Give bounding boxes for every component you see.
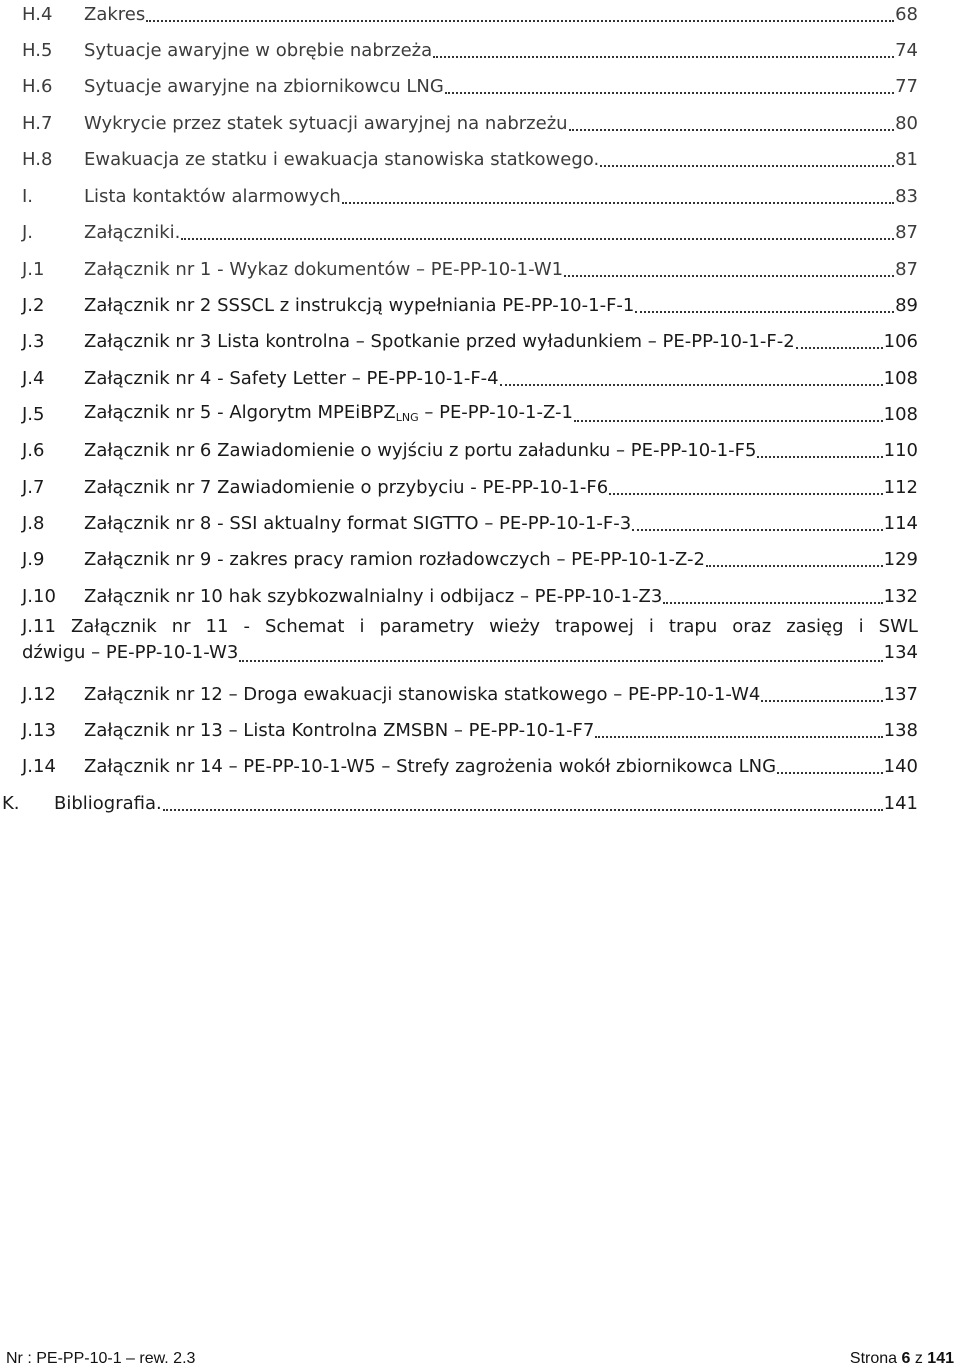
- toc-entry-title-word: Schemat: [265, 616, 345, 637]
- toc-entry-page: 77: [895, 76, 918, 97]
- toc-entry-title: Załącznik nr 1 - Wykaz dokumentów – PE-PP-10-1-W1: [84, 259, 564, 280]
- page-total: 141: [927, 1350, 954, 1367]
- toc-entry-number: J.3: [22, 331, 45, 352]
- toc-entry[interactable]: [22, 62, 918, 98]
- toc-entry-number: K.: [2, 793, 20, 814]
- toc-entry-title-word: Załącznik: [70, 616, 157, 637]
- dot-leader: [761, 698, 882, 702]
- toc-entry-number: J.5: [22, 404, 45, 425]
- toc-entry-title-word: i: [858, 616, 864, 637]
- toc-entry-page: 137: [883, 684, 918, 705]
- toc-entry-title-word: trapowej: [555, 616, 634, 637]
- toc-entry-title: Załącznik nr 2 SSSCL z instrukcją wypełniania PE-PP-10-1-F-1: [84, 295, 635, 316]
- toc-entry-title-word: 11: [205, 616, 229, 637]
- toc-entry-page: 80: [895, 113, 918, 134]
- toc-entry-page: 108: [883, 404, 918, 425]
- toc-entry-number: J.6: [22, 440, 45, 461]
- dot-leader: [564, 273, 894, 277]
- dot-leader: [796, 345, 883, 349]
- dot-leader: [146, 18, 894, 22]
- toc-entry-number: J.11: [22, 616, 56, 637]
- toc-entry-title: Załącznik nr 7 Zawiadomienie o przybyciu - PE-PP-10-1-F6: [84, 477, 609, 498]
- toc-entry[interactable]: [22, 26, 918, 62]
- dot-leader: [595, 734, 882, 738]
- toc-entry-number: J.13: [22, 720, 56, 741]
- toc-entry-title: Załącznik nr 5 - Algorytm MPEiBPZ$_{LNG}$ – PE-PP-10-1-Z-1: [84, 402, 573, 424]
- toc-entry-page: 138: [883, 720, 918, 741]
- dot-leader: [569, 127, 895, 131]
- page-current: 6: [901, 1350, 911, 1367]
- toc-entry[interactable]: [22, 670, 918, 706]
- toc-entry-title-word: trapu: [668, 616, 718, 637]
- toc-entry-page: 140: [883, 756, 918, 777]
- toc-entry-title: Załącznik nr 8 - SSI aktualny format SIGTTO – PE-PP-10-1-F-3: [84, 513, 632, 534]
- toc-entry-title: Ewakuacja ze statku i ewakuacja stanowiska statkowego.: [84, 149, 600, 170]
- toc-entry-page: 87: [895, 259, 918, 280]
- toc-entry-page: 114: [883, 513, 918, 534]
- toc-entry-title: Załączniki.: [84, 222, 181, 243]
- toc-entry[interactable]: [22, 706, 918, 742]
- toc-entry-number: H.7: [22, 113, 53, 134]
- dot-leader: [600, 163, 894, 167]
- toc-entry[interactable]: [22, 245, 918, 281]
- toc-entry-number: I.: [22, 186, 34, 207]
- toc-entry[interactable]: [22, 614, 918, 666]
- toc-entry-page: 74: [895, 40, 918, 61]
- toc-entry-title-word: -: [243, 616, 250, 637]
- toc-entry-title: dźwigu – PE-PP-10-1-W3: [22, 642, 239, 663]
- page-footer: [0, 1350, 960, 1370]
- toc-entry-number: J.7: [22, 477, 45, 498]
- toc-entry-title-word: oraz: [732, 616, 772, 637]
- toc-entry-page: 112: [883, 477, 918, 498]
- toc-entry-title-word: zasięg: [786, 616, 844, 637]
- toc-entry[interactable]: [22, 499, 918, 535]
- toc-entry-title: Załącznik nr 3 Lista kontrolna – Spotkanie przed wyładunkiem – PE-PP-10-1-F-2: [84, 331, 795, 352]
- dot-leader: [777, 770, 883, 774]
- toc-entry[interactable]: [22, 463, 918, 499]
- toc-entry-number: J.12: [22, 684, 56, 705]
- toc-entry-number: J.2: [22, 295, 45, 316]
- toc-entry-title: Wykrycie przez statek sytuacji awaryjnej na nabrzeżu: [84, 113, 568, 134]
- toc-entry-number: H.4: [22, 4, 53, 25]
- toc-entry-number: J.1: [22, 259, 45, 280]
- toc-entry-title-word: i: [359, 616, 365, 637]
- toc-entry-number: J.: [22, 222, 34, 243]
- toc-entry[interactable]: [22, 172, 918, 208]
- dot-leader: [635, 309, 894, 313]
- toc-entry-number: H.5: [22, 40, 53, 61]
- toc-entry[interactable]: [22, 390, 918, 426]
- dot-leader: [163, 807, 883, 811]
- toc-entry[interactable]: [22, 99, 918, 135]
- dot-leader: [609, 491, 882, 495]
- document-reference: Nr : PE-PP-10-1 – rew. 2.3: [6, 1350, 196, 1367]
- dot-leader: [433, 54, 894, 58]
- toc-entry-number: H.6: [22, 76, 53, 97]
- toc-entry[interactable]: [22, 426, 918, 462]
- toc-entry-title: Zakres: [84, 4, 146, 25]
- toc-entry-page: 89: [895, 295, 918, 316]
- toc-entry[interactable]: [22, 0, 918, 26]
- toc-entry-title: Sytuacje awaryjne w obrębie nabrzeża: [84, 40, 433, 61]
- toc-entry-number: J.14: [22, 756, 56, 777]
- toc-entry[interactable]: [22, 742, 918, 778]
- toc-entry-title: Lista kontaktów alarmowych: [84, 186, 341, 207]
- toc-entry[interactable]: [22, 281, 918, 317]
- toc-entry-page: 132: [883, 586, 918, 607]
- toc-entry-page: 81: [895, 149, 918, 170]
- toc-entry-page: 134: [883, 642, 918, 663]
- toc-entry-page: 83: [895, 186, 918, 207]
- toc-entry-page: 129: [883, 549, 918, 570]
- toc-entry[interactable]: [2, 779, 918, 815]
- toc-entry-page: 87: [895, 222, 918, 243]
- toc-entry-page: 68: [895, 4, 918, 25]
- dot-leader: [181, 236, 894, 240]
- toc-entry-page: 141: [883, 793, 918, 814]
- page-counter: [850, 1350, 954, 1368]
- toc-entry-title: Załącznik nr 4 - Safety Letter – PE-PP-10-1-F-4: [84, 368, 499, 389]
- dot-leader: [632, 527, 882, 531]
- toc-entry-title-word: parametry: [379, 616, 475, 637]
- toc-entry[interactable]: [22, 135, 918, 171]
- toc-entry-title: Bibliografia.: [54, 793, 162, 814]
- dot-leader: [239, 658, 882, 662]
- toc-entry-title: Załącznik nr 12 – Droga ewakuacji stanowiska statkowego – PE-PP-10-1-W4: [84, 684, 761, 705]
- toc-entry-title: Sytuacje awaryjne na zbiornikowcu LNG: [84, 76, 444, 97]
- dot-leader: [757, 454, 882, 458]
- page-separator: z: [914, 1350, 923, 1367]
- toc-entry-title: Załącznik nr 9 - zakres pracy ramion rozładowczych – PE-PP-10-1-Z-2: [84, 549, 705, 570]
- toc-entry[interactable]: [22, 317, 918, 353]
- toc-entry-title: Załącznik nr 10 hak szybkozwalnialny i odbijacz – PE-PP-10-1-Z3: [84, 586, 663, 607]
- toc-entry-title: Załącznik nr 6 Zawiadomienie o wyjściu z portu załadunku – PE-PP-10-1-F5: [84, 440, 757, 461]
- dot-leader: [342, 200, 894, 204]
- toc-entry-number: J.4: [22, 368, 45, 389]
- toc-entry[interactable]: [22, 208, 918, 244]
- dot-leader: [500, 382, 883, 386]
- page-label: Strona: [849, 1350, 898, 1367]
- toc-entry-number: J.9: [22, 549, 45, 570]
- toc-entry-page: 108: [883, 368, 918, 389]
- dot-leader: [706, 563, 883, 567]
- toc-entry-subscript: LNG: [395, 411, 419, 424]
- toc-entry-title-word: i: [648, 616, 654, 637]
- dot-leader: [663, 600, 882, 604]
- dot-leader: [445, 90, 894, 94]
- toc-entry-number: H.8: [22, 149, 53, 170]
- toc-entry-title-word: wieży: [489, 616, 541, 637]
- toc-entry-title: Załącznik nr 13 – Lista Kontrolna ZMSBN – PE-PP-10-1-F7: [84, 720, 595, 741]
- toc-entry-title: Załącznik nr 14 – PE-PP-10-1-W5 – Strefy zagrożenia wokół zbiornikowca LNG: [84, 756, 777, 777]
- toc-entry-page: 106: [883, 331, 918, 352]
- toc-entry-title-word: nr: [171, 616, 191, 637]
- toc-entry-number: J.10: [22, 586, 56, 607]
- dot-leader: [574, 418, 883, 422]
- toc-entry[interactable]: [22, 354, 918, 390]
- toc-entry[interactable]: [22, 535, 918, 571]
- toc-entry[interactable]: [22, 572, 918, 608]
- toc-entry-title-word: SWL: [878, 616, 918, 637]
- toc-entry-number: J.8: [22, 513, 45, 534]
- toc-entry-page: 110: [883, 440, 918, 461]
